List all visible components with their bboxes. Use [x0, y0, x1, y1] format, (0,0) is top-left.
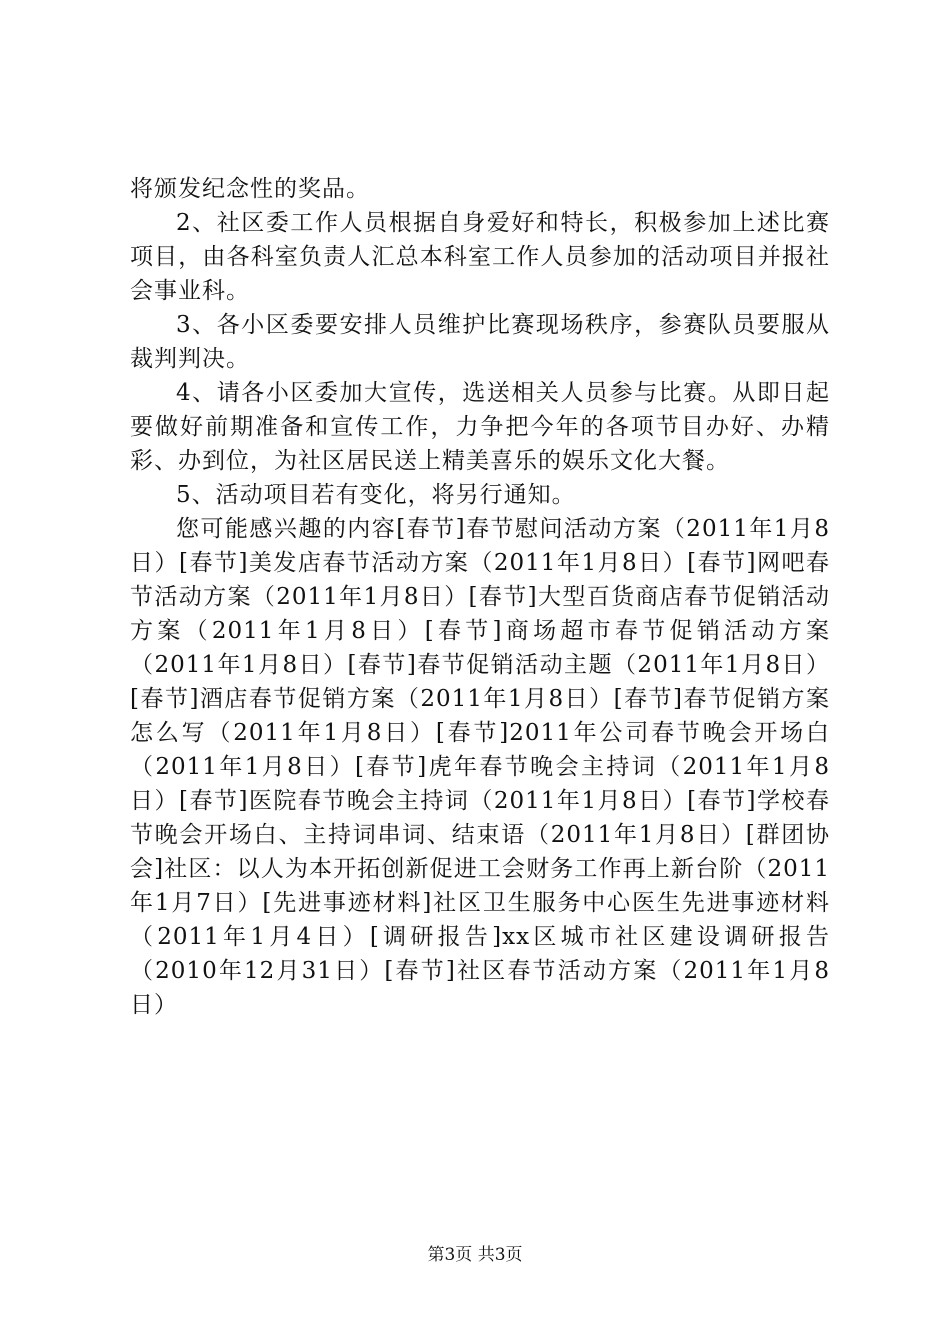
paragraph-item-3: 3、各小区委要安排人员维护比赛现场秩序，参赛队员要服从裁判判决。 [130, 312, 830, 372]
document-body [130, 172, 830, 1022]
paragraph-award-note: 将颁发纪念性的奖品。 [130, 176, 370, 202]
paragraph-item-4: 4、请各小区委加大宣传，选送相关人员参与比赛。从即日起要做好前期准备和宣传工作，力争把今年的各项节目办好、办精彩、办到位，为社区居民送上精美喜乐的娱乐文化大餐。 [130, 380, 830, 474]
paragraph-item-2: 2、社区委工作人员根据自身爱好和特长，积极参加上述比赛项目，由各科室负责人汇总本科室工作人员参加的活动项目并报社会事业科。 [130, 210, 830, 304]
page-footer: 第3页 共3页 [427, 1245, 523, 1265]
related-content-paragraph: 您可能感兴趣的内容[春节]春节慰问活动方案（2011年1月8日）[春节]美发店春节活动方案（2011年1月8日）[春节]网吧春节活动方案（2011年1月8日）[春节]大型百货商店春节促销活动方案（2011年1月8日）[春节]商场超市春节促销活动方案（2011年1月8日）[春节]春节促销活动主题（2011年1月8日）[春节]酒店春节促销方案（2011年1月8日）[春节]春节促销方案怎么写（2011年1月8日）[春节]2011年公司春节晚会开场白（2011年1月8日）[春节]虎年春节晚会主持词（2011年1月8日）[春节]医院春节晚会主持词（2011年1月8日）[春节]学校春节晚会开场白、主持词串词、结束语（2011年1月8日）[群团协会]社区：以人为本开拓创新促进工会财务工作再上新台阶（2011年1月7日）[先进事迹材料]社区卫生服务中心医生先进事迹材料（2011年1月4日）[调研报告]xx区城市社区建设调研报告（2010年12月31日）[春节]社区春节活动方案（2011年1月8日） [130, 516, 830, 1018]
paragraph-item-5: 5、活动项目若有变化，将另行通知。 [176, 482, 576, 508]
